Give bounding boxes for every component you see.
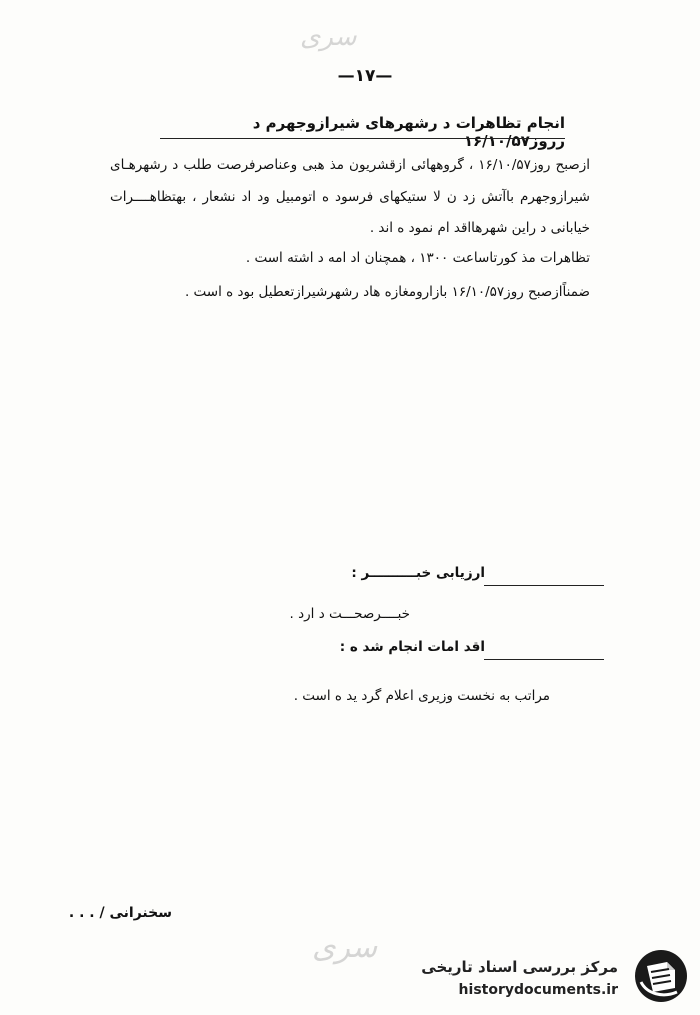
signature-line: سخنرانی / . . . — [68, 905, 172, 921]
body-line: شیرازوجهرم باآتش زد ن لا ستیکهای فرسود ه اتومبیل ود اد نشعار ، بهتظاهــــرات — [110, 189, 590, 205]
document-center-logo-icon — [633, 948, 689, 1004]
document-title: انجام تظاهرات د رشهرهای شیرازوجهرم د رروز۱۶/۱۰/۵۷ — [252, 114, 565, 150]
archive-name: مرکز بررسی اسناد تاریخی — [421, 958, 618, 976]
evaluation-text: خبــــرصحـــت د ارد . — [289, 606, 410, 622]
classification-stamp-bottom: سری — [312, 930, 378, 965]
title-underline — [160, 138, 565, 139]
body-line: ضمناًازصبح روز۱۶/۱۰/۵۷ بازارومغازه هاد رشهرشیرازتعطیل بود ه است . — [184, 284, 590, 300]
body-line: ازصبح روز۱۶/۱۰/۵۷ ، گروههائی ازقشریون مذ هبی وعناصرفرصت طلب د رشهرهـای — [110, 157, 590, 173]
evaluation-heading-underline — [484, 585, 604, 586]
evaluation-heading: ارزیابی خبــــــــــر : — [351, 565, 485, 581]
page-number: —۱۷— — [337, 66, 393, 86]
actions-text: مراتب به نخست وزیری اعلام گرد ید ه است . — [293, 688, 550, 704]
classification-stamp-top: سری — [300, 22, 357, 52]
body-line: تظاهرات مذ کورتاساعت ۱۳۰۰ ، همچنان اد امه د اشته است . — [245, 250, 590, 266]
actions-heading: اقد امات انجام شد ه : — [339, 639, 485, 655]
body-line: خیابانی د راین شهرهااقد ام نمود ه اند . — [369, 220, 590, 236]
archive-url: historydocuments.ir — [458, 982, 618, 998]
actions-heading-underline — [484, 659, 604, 660]
